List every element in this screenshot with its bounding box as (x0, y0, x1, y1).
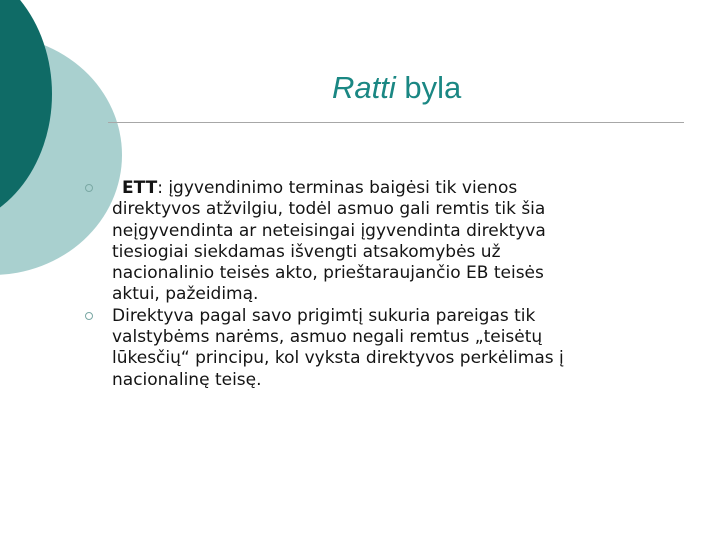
bullet-line: valstybėms narėms, asmuo negali remtus „teisėtų (112, 327, 543, 348)
bullet-list (80, 178, 700, 391)
slide-title-italic: Ratti (332, 70, 396, 105)
circle-bullet-icon (85, 184, 93, 192)
bullet-line: Direktyva pagal savo prigimtį sukuria pareigas tik (112, 305, 536, 326)
slide-title-rest: byla (404, 70, 462, 105)
bullet-bold-term: ETT (122, 178, 158, 198)
bullet-line (112, 178, 700, 199)
bullet-line: direktyvos atžvilgiu, todėl asmuo gali remtis tik šia (112, 199, 546, 220)
bullet-line-text: : įgyvendinimo terminas baigėsi tik vienos (157, 178, 518, 198)
title-divider (108, 122, 684, 123)
bullet-line: neįgyvendinta ar neteisingai įgyvendinta direktyva (112, 220, 546, 241)
bullet-line: lūkesčių“ principu, kol vyksta direktyvos perkėlimas į (112, 348, 564, 369)
circle-bullet-icon (85, 312, 93, 320)
slide-title (332, 70, 461, 106)
bullet-line: tiesiogiai siekdamas išvengti atsakomybės už (112, 241, 501, 262)
bullet-item-ett (80, 178, 700, 306)
bullet-line: nacionalinio teisės akto, prieštaraujančio EB teisės (112, 263, 544, 284)
bullet-line: nacionalinę teisę. (112, 369, 262, 390)
bullet-line: aktui, pažeidimą. (112, 284, 259, 305)
bullet-item-direktyva (80, 306, 700, 391)
